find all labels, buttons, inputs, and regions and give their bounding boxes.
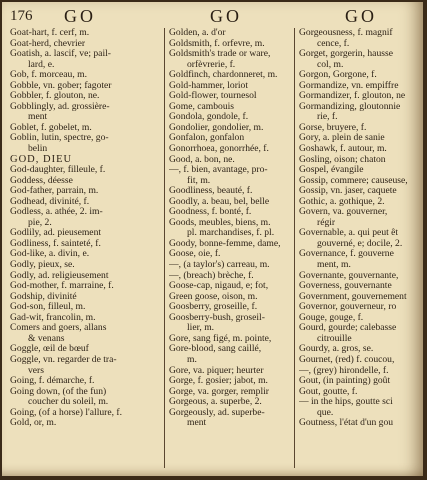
dictionary-entry: Gorgeousness, f. magnif — [299, 28, 393, 38]
dictionary-entry: Gome, cambouis — [169, 101, 235, 112]
dictionary-entry: Gore, sang figé, m. pointe, — [169, 333, 272, 344]
dictionary-entry: —, (grey) hirondelle, f. — [299, 365, 389, 376]
column-3 — [299, 28, 419, 476]
dictionary-entry: Goggle, vn. regarder de tra- — [10, 354, 117, 365]
column-divider — [164, 28, 165, 468]
dictionary-entry: Goldsmith's trade or ware, — [169, 49, 271, 60]
guide-word-center: GO — [210, 6, 242, 26]
dictionary-entry: Godliness, f. sainteté, f. — [10, 238, 101, 249]
dictionary-entry: Governance, f. gouverne — [299, 249, 394, 260]
dictionary-entry: Governess, gouvernante — [299, 281, 392, 292]
dictionary-entry: Gormandize, vn. empiffre — [299, 80, 399, 91]
guide-word-left: GO — [64, 6, 96, 26]
page-header — [2, 6, 423, 28]
entry-continuation: orfèvrerie, f. — [187, 59, 236, 70]
dictionary-entry: Godship, divinité — [10, 291, 77, 302]
dictionary-entry: Gobblingly, ad. grossière- — [10, 101, 110, 112]
dictionary-entry: Governable, a. qui peut êt — [299, 228, 399, 239]
dictionary-entry: Goatish, a. lascif, ve; pail- — [10, 49, 111, 60]
dictionary-entry: God-father, parrain, m. — [10, 186, 99, 197]
dictionary-entry: Going, f. démarche, f. — [10, 376, 95, 387]
entry-continuation: lard, e. — [28, 59, 55, 70]
dictionary-entry: Gondolier, gondolier, m. — [169, 122, 264, 133]
entry-continuation: cence, f. — [317, 38, 350, 49]
dictionary-entry: Gout, goutte, f. — [299, 386, 358, 397]
dictionary-entry: Gondola, gondole, f. — [169, 112, 249, 123]
dictionary-entry: —, f. bien, avantage, pro- — [169, 165, 268, 176]
dictionary-entry: Gossip, vn. jaser, caquete — [299, 186, 397, 197]
entry-continuation: & venans — [28, 333, 65, 344]
dictionary-entry: Goutness, l'état d'un gou — [299, 418, 394, 429]
dictionary-entry: Gold-hammer, loriot — [169, 80, 249, 91]
dictionary-entry: Good, a. bon, ne. — [169, 154, 235, 165]
dictionary-entry: Gobble, vn. gober; fagoter — [10, 80, 112, 91]
dictionary-entry: Gouge, gouge, f. — [299, 312, 364, 323]
dictionary-entry: Going down, (of the fun) — [10, 386, 107, 397]
entry-continuation: vers — [28, 365, 44, 376]
dictionary-entry: Gosling, oison; chaton — [299, 154, 386, 165]
dictionary-entry: Gorse, bruyere, f. — [299, 122, 367, 133]
dictionary-entry: Government, gouvernement — [299, 291, 407, 302]
dictionary-entry: Gorgeously, ad. superbe- — [169, 407, 265, 418]
dictionary-entry: Goosberry-bush, groseil- — [169, 312, 265, 323]
page-number: 176 — [10, 8, 33, 24]
entry-continuation: col, m. — [317, 59, 344, 70]
guide-word-right: GO — [345, 6, 377, 26]
entry-continuation: fit, m. — [187, 175, 211, 186]
dictionary-entry: God-mother, f. marraine, f. — [10, 281, 114, 292]
dictionary-entry: Goblin, lutin, spectre, go- — [10, 133, 109, 144]
dictionary-entry: Gorgon, Gorgone, f. — [299, 70, 377, 81]
dictionary-entry: Goldsmith, f. orfevre, m. — [169, 38, 265, 49]
dictionary-entry: Goldfinch, chardonneret, m. — [169, 70, 278, 81]
dictionary-entry: Governante, gouvernante, — [299, 270, 399, 281]
dictionary-entry: Goddess, déesse — [10, 175, 73, 186]
column-1 — [10, 28, 160, 476]
dictionary-entry: GOD, DIEU — [10, 154, 73, 165]
dictionary-entry: Gorget, gorgerin, hausse — [299, 49, 393, 60]
dictionary-entry: Gore-blood, sang caillé, — [169, 344, 262, 355]
dictionary-entry: Gourdy, a. gros, se. — [299, 344, 374, 355]
entry-continuation: régir — [317, 217, 336, 228]
dictionary-entry: Godless, a. athée, 2. im- — [10, 207, 103, 218]
dictionary-entry: Goblet, f. gobelet, m. — [10, 122, 92, 133]
entry-continuation: belin — [28, 144, 48, 155]
dictionary-entry: Godlily, ad. pieusement — [10, 228, 102, 239]
dictionary-entry: Goody, bonne-femme, dame, — [169, 238, 281, 249]
dictionary-page — [2, 2, 423, 476]
dictionary-entry: Gonorrhoea, gonorrhée, f. — [169, 144, 269, 155]
dictionary-entry: Gospel, évangile — [299, 165, 364, 176]
entry-continuation: pie, 2. — [28, 217, 52, 228]
dictionary-entry: Goodliness, beauté, f. — [169, 186, 253, 197]
dictionary-entry: God-daughter, filleule, f. — [10, 165, 106, 176]
entry-continuation: lier, m. — [187, 323, 215, 334]
dictionary-entry: Godly, ad. religieusement — [10, 270, 109, 281]
dictionary-entry: Gob, f. morceau, m. — [10, 70, 87, 81]
dictionary-entry: Green goose, oison, m. — [169, 291, 258, 302]
dictionary-entry: Godhead, divinité, f. — [10, 196, 90, 207]
dictionary-entry: God-like, a. divin, e. — [10, 249, 90, 260]
entry-continuation: m. — [187, 354, 197, 365]
dictionary-entry: Govern, va. gouverner, — [299, 207, 388, 218]
dictionary-entry: Goodly, a. beau, bel, belle — [169, 196, 270, 207]
dictionary-entry: Gout, (in painting) goût — [299, 376, 391, 387]
dictionary-entry: Gormandizer, f. glouton, ne — [299, 91, 406, 102]
dictionary-entry: Gore, va. piquer; heurter — [169, 365, 264, 376]
dictionary-entry: Goodness, f. bonté, f. — [169, 207, 252, 218]
dictionary-entry: —, (a taylor's) carreau, m. — [169, 260, 270, 271]
dictionary-entry: Gourd, gourde; calebasse — [299, 323, 397, 334]
column-2 — [169, 28, 291, 476]
dictionary-entry: Goshawk, f. autour, m. — [299, 144, 387, 155]
dictionary-entry: — in the hips, goutte sci — [299, 397, 393, 408]
dictionary-entry: Comers and goers, allans — [10, 323, 107, 334]
dictionary-entry: Gossip, commere; causeuse, — [299, 175, 408, 186]
entry-continuation: ment — [187, 418, 207, 429]
dictionary-entry: Gold, or, m. — [10, 418, 57, 429]
dictionary-entry: Goggle, œil de bœuf — [10, 344, 89, 355]
dictionary-entry: Gorge, va. gorger, remplir — [169, 386, 269, 397]
dictionary-entry: Goose-cap, nigaud, e; fot, — [169, 281, 269, 292]
entry-continuation: que. — [317, 407, 334, 418]
column-divider — [294, 28, 295, 468]
dictionary-entry: Goat-hart, f. cerf, m. — [10, 28, 90, 38]
dictionary-entry: Going, (of a horse) l'allure, f. — [10, 407, 123, 418]
dictionary-entry: Golden, a. d'or — [169, 28, 226, 38]
entry-continuation: citrouille — [317, 333, 352, 344]
dictionary-entry: Gold-flower, tournesol — [169, 91, 257, 102]
entry-continuation: ment — [28, 112, 48, 123]
dictionary-entry: Gorgeous, a. superbe, 2. — [169, 397, 262, 408]
dictionary-entry: Godly, pieux, se. — [10, 260, 75, 271]
entry-continuation: coucher du soleil, m. — [28, 397, 109, 408]
dictionary-entry: Gothic, a. gothique, 2. — [299, 196, 385, 207]
dictionary-entry: —, (breach) brèche, f. — [169, 270, 254, 281]
entry-continuation: pl. marchandises, f. pl. — [187, 228, 275, 239]
dictionary-entry: Goose, oie, f. — [169, 249, 221, 260]
dictionary-entry: Gormandizing, gloutonnie — [299, 101, 401, 112]
dictionary-entry: Gonfalon, gonfalon — [169, 133, 245, 144]
entry-continuation: ment, m. — [317, 260, 351, 271]
dictionary-entry: Gad-wit, francolin, m. — [10, 312, 96, 323]
dictionary-entry: Governor, gouverneur, ro — [299, 302, 397, 313]
entry-continuation: rie, f. — [317, 112, 338, 123]
dictionary-entry: Goosberry, groseille, f. — [169, 302, 258, 313]
entry-continuation: gouverné, e; docile, 2. — [317, 238, 403, 249]
dictionary-entry: Gournet, (red) f. coucou, — [299, 354, 395, 365]
dictionary-entry: Goods, meubles, biens, m. — [169, 217, 271, 228]
dictionary-entry: Goat-herd, chevrier — [10, 38, 86, 49]
dictionary-entry: Gory, a. plein de sanie — [299, 133, 385, 144]
dictionary-entry: Gobbler, f. glouton, ne. — [10, 91, 100, 102]
dictionary-entry: God-son, filleul, m. — [10, 302, 86, 313]
dictionary-entry: Gorge, f. gosier; jabot, m. — [169, 376, 268, 387]
